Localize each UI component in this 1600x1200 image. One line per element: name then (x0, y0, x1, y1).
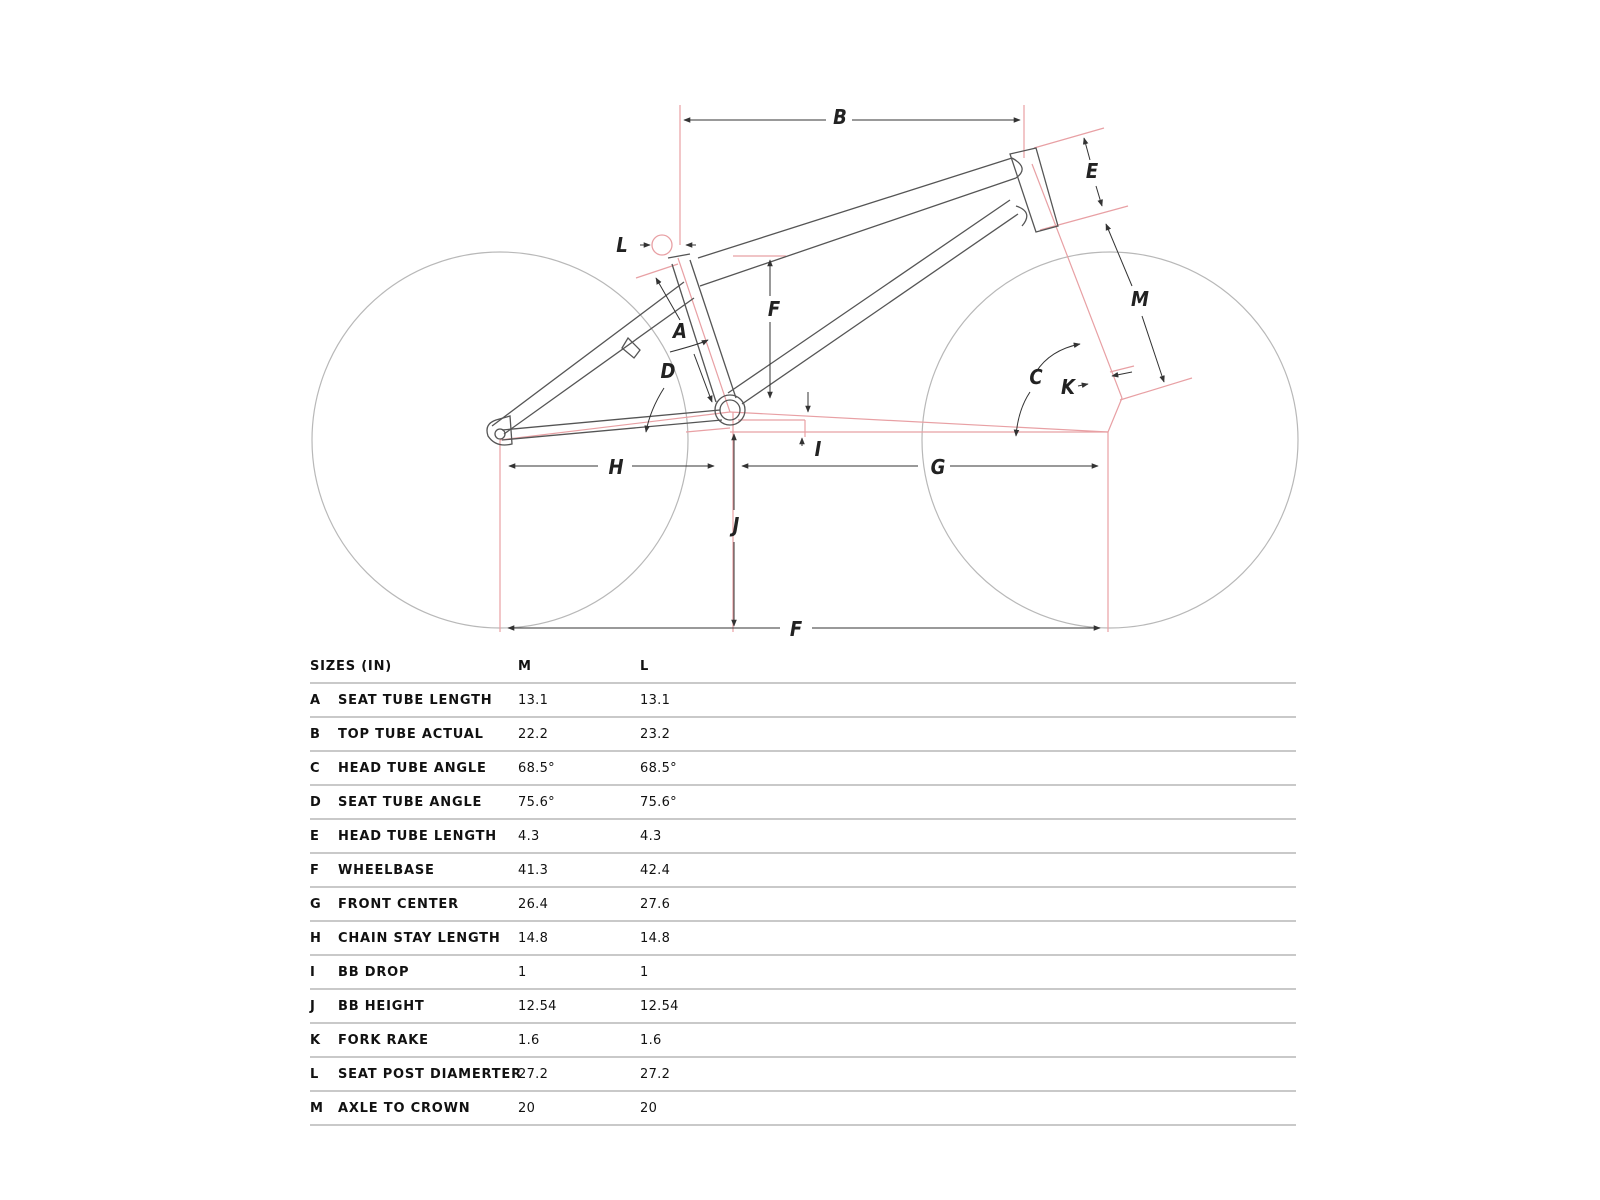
row-letter: D (310, 795, 322, 810)
row-letter: C (310, 761, 321, 776)
row-letter: L (310, 1067, 320, 1082)
row-value-m: 41.3 (518, 863, 549, 878)
row-letter: G (310, 897, 322, 912)
row-measurement-name: SEAT TUBE LENGTH (338, 693, 493, 708)
row-value-l: 27.2 (640, 1067, 671, 1082)
size-header-l: L (640, 659, 649, 674)
row-value-m: 1.6 (518, 1033, 540, 1048)
row-value-l: 42.4 (640, 863, 671, 878)
row-measurement-name: HEAD TUBE LENGTH (338, 829, 497, 844)
row-letter: B (310, 727, 321, 742)
table-row (310, 684, 1296, 718)
row-value-m: 12.54 (518, 999, 557, 1014)
row-letter: F (310, 863, 320, 878)
table-header-row (310, 652, 1296, 684)
row-measurement-name: BB DROP (338, 965, 410, 980)
row-value-l: 1.6 (640, 1033, 662, 1048)
dim-label-f-bottom: F (789, 617, 803, 640)
row-measurement-name: HEAD TUBE ANGLE (338, 761, 487, 776)
row-letter: I (310, 965, 316, 980)
dimension-arrows (508, 120, 1164, 628)
row-value-m: 1 (518, 965, 527, 980)
row-letter: A (310, 693, 321, 708)
table-row (310, 990, 1296, 1024)
seat-post-section (652, 235, 672, 255)
dim-label-b: B (833, 105, 847, 129)
row-value-m: 22.2 (518, 727, 549, 742)
row-measurement-name: SEAT TUBE ANGLE (338, 795, 483, 810)
row-value-l: 12.54 (640, 999, 679, 1014)
table-row (310, 786, 1296, 820)
row-letter: E (310, 829, 320, 844)
construction-lines (500, 105, 1192, 632)
dim-label-c: C (1029, 365, 1043, 389)
sizes-title: SIZES (IN) (310, 659, 392, 674)
front-wheel (922, 252, 1298, 628)
row-measurement-name: WHEELBASE (338, 863, 435, 878)
geometry-table (310, 652, 1296, 1126)
dim-label-g: G (930, 455, 946, 479)
row-value-m: 27.2 (518, 1067, 549, 1082)
row-measurement-name: BB HEIGHT (338, 999, 425, 1014)
row-measurement-name: AXLE TO CROWN (338, 1101, 471, 1116)
row-letter: M (310, 1101, 324, 1116)
table-row (310, 752, 1296, 786)
table-row (310, 1058, 1296, 1092)
dim-label-h: H (608, 455, 624, 479)
row-value-l: 13.1 (640, 693, 671, 708)
row-value-l: 4.3 (640, 829, 662, 844)
size-header-m: M (518, 659, 532, 674)
table-row (310, 820, 1296, 854)
dim-label-i: I (814, 437, 822, 461)
row-letter: H (310, 931, 322, 946)
dim-label-a: A (673, 319, 687, 343)
table-row (310, 854, 1296, 888)
row-value-m: 14.8 (518, 931, 549, 946)
row-measurement-name: SEAT POST DIAMERTER (338, 1067, 522, 1082)
dim-label-f-top: F (767, 297, 781, 321)
row-value-l: 75.6° (640, 795, 677, 810)
row-value-l: 14.8 (640, 931, 671, 946)
row-letter: J (310, 999, 316, 1014)
row-value-l: 20 (640, 1101, 658, 1116)
row-value-l: 1 (640, 965, 649, 980)
table-row (310, 1092, 1296, 1126)
row-measurement-name: CHAIN STAY LENGTH (338, 931, 501, 946)
row-value-l: 68.5° (640, 761, 677, 776)
dim-label-d: D (660, 359, 676, 383)
row-value-l: 23.2 (640, 727, 671, 742)
row-value-m: 4.3 (518, 829, 540, 844)
dim-label-k: K (1061, 375, 1075, 399)
row-value-m: 26.4 (518, 897, 549, 912)
row-value-l: 27.6 (640, 897, 671, 912)
row-value-m: 13.1 (518, 693, 549, 708)
row-value-m: 20 (518, 1101, 536, 1116)
table-row (310, 922, 1296, 956)
table-row (310, 718, 1296, 752)
row-measurement-name: TOP TUBE ACTUAL (338, 727, 484, 742)
row-value-m: 68.5° (518, 761, 555, 776)
row-letter: K (310, 1033, 321, 1048)
table-row (310, 1024, 1296, 1058)
row-measurement-name: FORK RAKE (338, 1033, 429, 1048)
dim-label-m: M (1131, 287, 1149, 311)
dim-label-l: L (616, 233, 628, 257)
row-measurement-name: FRONT CENTER (338, 897, 459, 912)
table-row (310, 956, 1296, 990)
dim-label-j: J (732, 513, 740, 537)
table-row (310, 888, 1296, 922)
dim-label-e: E (1085, 159, 1099, 183)
row-value-m: 75.6° (518, 795, 555, 810)
